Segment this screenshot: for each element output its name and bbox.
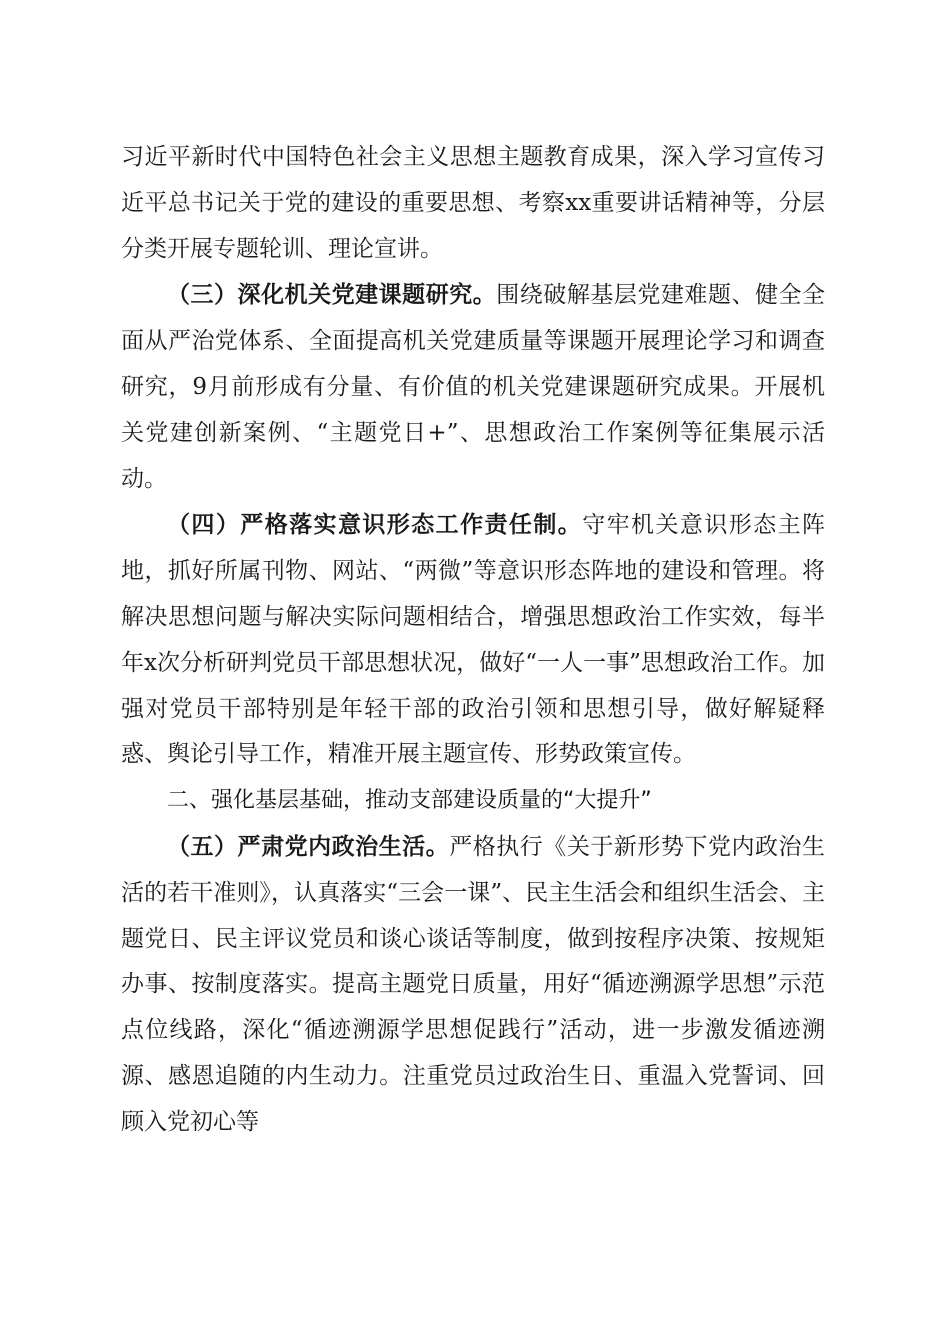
- sub-heading-five: （五）严肃党内政治生活。: [167, 832, 450, 860]
- sub-heading-three: （三）深化机关党建课题研究。: [167, 281, 497, 309]
- section-heading-two: 二、强化基层基础，推动支部建设质量的“大提升”: [167, 788, 652, 814]
- paragraph-text: 围绕破解基层党建难题、健全全面从严治党体系、全面提高机关党建质量等课题开展理论学习和调查研究，9月前形成有分量、有价值的机关党建课题研究成果。开展机关党建创新案例、“主题党日+”、思想政治工作案例等征集展示活动。: [121, 282, 826, 492]
- paragraph-text: 习近平新时代中国特色社会主义思想主题教育成果，深入学习宣传习近平总书记关于党的建设的重要思想、考察xx重要讲话精神等，分层分类开展专题轮训、理论宣讲。: [121, 144, 825, 262]
- paragraph-political-life: [121, 824, 825, 1146]
- paragraph-text: 严格执行《关于新形势下党内政治生活的若干准则》，认真落实“三会一课”、民主生活会和组织生活会、主题党日、民主评议党员和谈心谈话等制度，做到按程序决策、按规矩办事、按制度落实。提高主题党日质量，用好“循迹溯源学思想”示范点位线路，深化“循迹溯源学思想促践行”活动，进一步激发循迹溯源、感恩追随的内生动力。注重党员过政治生日、重温入党誓词、回顾入党初心等: [121, 833, 826, 1135]
- paragraph-ideology: [121, 502, 825, 778]
- paragraph-text: 守牢机关意识形态主阵地，抓好所属刊物、网站、“两微”等意识形态阵地的建设和管理。将解决思想问题与解决实际问题相结合，增强思想政治工作实效，每半年x次分析研判党员干部思想状况，做好“一人一事”思想政治工作。加强对党员干部特别是年轻干部的政治引领和思想引导，做好解疑释惑、舆论引导工作，精准开展主题宣传、形势政策宣传。: [121, 512, 826, 768]
- paragraph-research: [121, 272, 825, 502]
- document-page: [121, 135, 825, 1146]
- paragraph-continuation: [121, 135, 825, 272]
- sub-heading-four: （四）严格落实意识形态工作责任制。: [167, 511, 583, 539]
